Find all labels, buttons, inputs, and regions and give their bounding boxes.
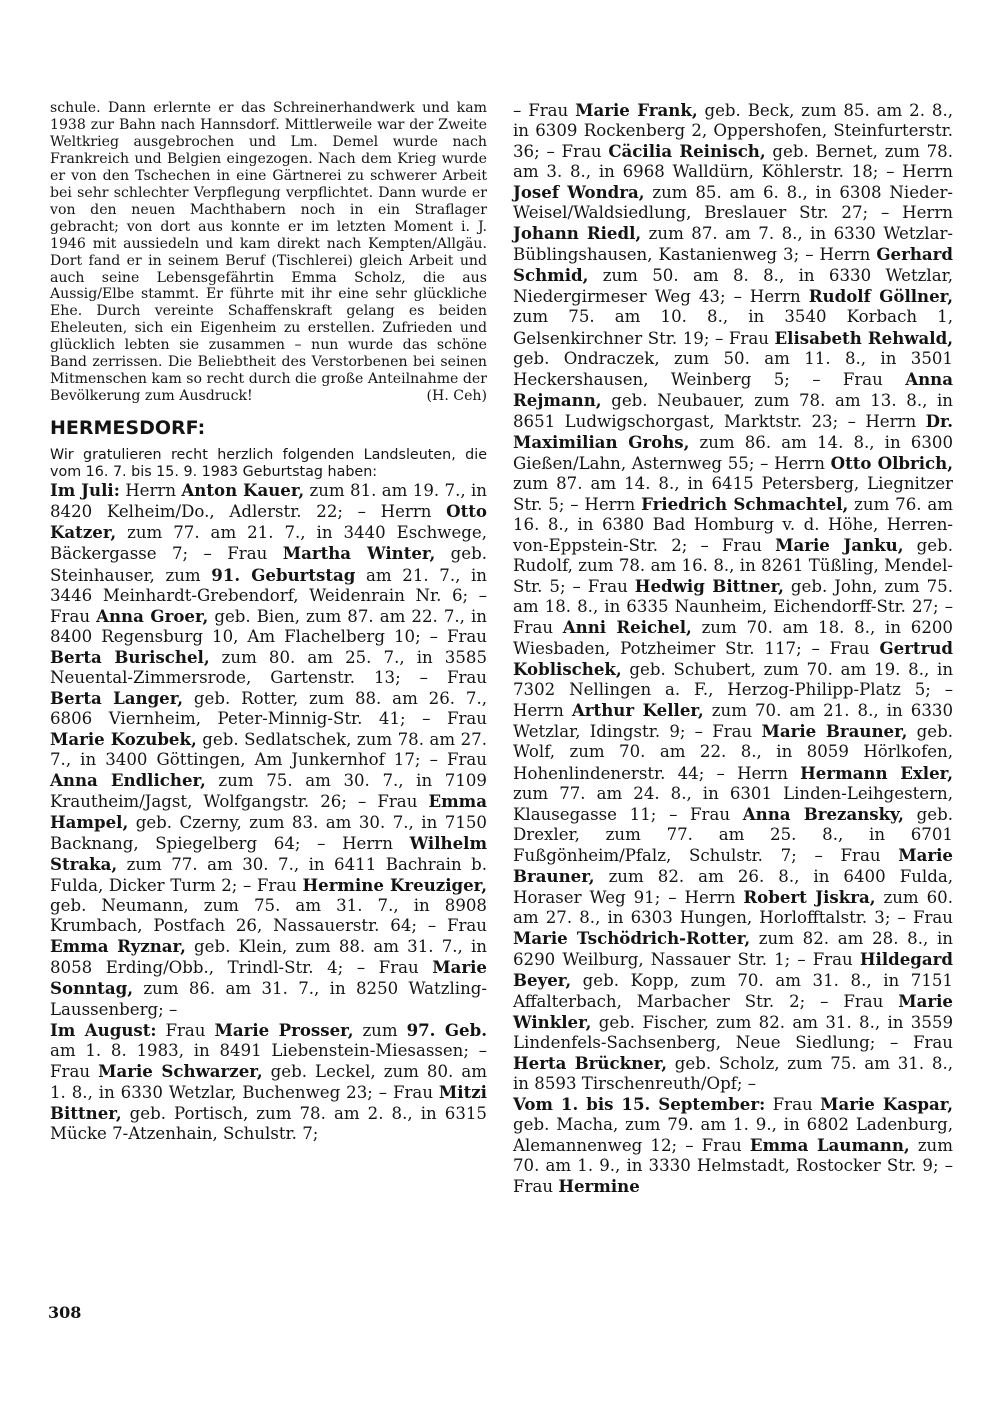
right-column	[513, 100, 953, 1197]
birthday-list-august-cont: – Frau Marie Frank, geb. Beck, zum 85. am 2. 8., in 6309 Rockenberg 2, Oppershofen, Steinfurterstr. 36; – Frau Cäcilia Reinisch, geb. Bernet, zum 78. am 3. 8., in 6968 Walldürn, Köhlerstr. 18; – Herrn Josef Wondra, zum 85. am 6. 8., in 6308 Nieder-Weisel/Waldsiedlung, Breslauer Str. 27; – Herrn Johann Riedl, zum 87. am 7. 8., in 6330 Wetzlar-Büblingshausen, Kastanienweg 3; – Herrn Gerhard Schmid, zum 50. am 8. 8., in 6330 Wetzlar, Niedergirmeser Weg 43; – Herrn Rudolf Göllner, zum 75. am 10. 8., in 3540 Korbach 1, Gelsenkirchner Str. 19; – Frau Elisabeth Rehwald, geb. Ondraczek, zum 50. am 11. 8., in 3501 Heckershausen, Weinberg 5; – Frau Anna Rejmann, geb. Neubauer, zum 78. am 13. 8., in 8651 Ludwigschorgast, Marktstr. 23; – Herrn Dr. Maximilian Grohs, zum 86. am 14. 8., in 6300 Gießen/Lahn, Asternweg 55; – Herrn Otto Olbrich, zum 87. am 14. 8., in 6415 Petersberg, Liegnitzer Str. 5; – Herrn Friedrich Schmachtel, zum 76. am 16. 8., in 6380 Bad Homburg v. d. Höhe, Herren-von-Eppstein-Str. 2; – Frau Marie Janku, geb. Rudolf, zum 78. am 16. 8., in 8261 Tüßling, Mendel-Str. 5; – Frau Hedwig Bittner, geb. John, zum 75. am 18. 8., in 6335 Naunheim, Eichendorff-Str. 27; – Frau Anni Reichel, zum 70. am 18. 8., in 6200 Wiesbaden, Potzheimer Str. 117; – Frau Gertrud Koblischek, geb. Schubert, zum 70. am 19. 8., in 7302 Nellingen a. F., Herzog-Philipp-Platz 5; – Herrn Arthur Keller, zum 70. am 21. 8., in 6330 Wetzlar, Idingstr. 9; – Frau Marie Brauner, geb. Wolf, zum 70. am 22. 8., in 8059 Hörlkofen, Hohenlindenerstr. 44; – Herrn Hermann Exler, zum 77. am 24. 8., in 6301 Linden-Leihgestern, Klausegasse 11; – Frau Anna Brezansky, geb. Drexler, zum 77. am 25. 8., in 6701 Fußgönheim/Pfalz, Schulstr. 7; – Frau Marie Brauner, zum 82. am 26. 8., in 6400 Fulda, Horaser Weg 91; – Herrn Robert Jiskra, zum 60. am 27. 8., in 6303 Hungen, Horlofftalstr. 3; – Frau Marie Tschödrich-Rotter, zum 82. am 28. 8., in 6290 Weilburg, Nassauer Str. 1; – Frau Hildegard Beyer, geb. Kopp, zum 70. am 31. 8., in 7151 Affalterbach, Marbacher Str. 2; – Frau Marie Winkler, geb. Fischer, zum 82. am 31. 8., in 3559 Lindenfels-Sachsenberg, Neue Siedlung; – Frau Herta Brückner, geb. Scholz, zum 75. am 31. 8., in 8593 Tirschenreuth/Opf; –	[513, 100, 954, 1094]
obituary-paragraph: schule. Dann erlernte er das Schreinerhandwerk und kam 1938 zur Bahn nach Hannsdorf. Mittlerweile war der Zweite Weltkrieg ausgebrochen und Lm. Demel wurde nach Frankreich und Belgien eingezogen. Nach dem Krieg wurde er von den Tschechen in eine Gärtnerei zu schwerer Arbeit bei sehr schlechter Verpflegung verpflichtet. Dann wurde er von den neuen Machthabern noch in ein Straflager gebracht; von dort aus konnte er im letzten Moment i. J. 1946 mit aussiedeln und kam direkt nach Kempten/Allgäu. Dort fand er in seinem Beruf (Tischlerei) gleich Arbeit und auch seine Lebensgefährtin Emma Scholz, die aus Aussig/Elbe stammt. Er führte mit ihr eine sehr glückliche Ehe. Durch vereinte Schaffenskraft gelang es beiden Eheleuten, sich ein Eigenheim zu erstellen. Zufrieden und glücklich lebten sie zusammen – nun wurde das schöne Band zerrissen. Die Beliebtheit des Verstorbenen bei seinen Mitmenschen kam so recht durch die große Anteilnahme der Bevölkerung zum Ausdruck! (H. Ceh)	[50, 100, 487, 405]
month-label-september: Vom 1. bis 15. September:	[513, 1094, 766, 1115]
author-signature: (H. Ceh)	[426, 388, 487, 405]
page-number: 308	[48, 1303, 82, 1322]
month-label-july: Im Juli:	[50, 480, 120, 501]
section-heading-hermesdorf: HERMESDORF:	[50, 417, 206, 440]
birthday-intro: Wir gratulieren recht herzlich folgenden Landsleuten, die vom 16. 7. bis 15. 9. 1983 Geburtstag haben:	[50, 447, 487, 480]
left-column	[50, 100, 487, 1144]
birthday-list-september: Vom 1. bis 15. September: Frau Marie Kaspar, geb. Macha, zum 79. am 1. 9., in 6802 Ladenburg, Alemannenweg 12; – Frau Emma Laumann, zum 70. am 1. 9., in 3330 Helmstadt, Rostocker Str. 9; – Frau Hermine	[513, 1094, 954, 1197]
month-label-august: Im August:	[50, 1019, 157, 1040]
birthday-list-july: Im Juli: Herrn Anton Kauer, zum 81. am 19. 7., in 8420 Kelheim/Do., Adlerstr. 22; – Herrn Otto Katzer, zum 77. am 21. 7., in 3440 Eschwege, Bäckergasse 7; – Frau Martha Winter, geb. Steinhauser, zum 91. Geburtstag am 21. 7., in 3446 Meinhardt-Grebendorf, Weidenrain Nr. 6; – Frau Anna Groer, geb. Bien, zum 87. am 22. 7., in 8400 Regensburg 10, Am Flachelberg 10; – Frau Berta Burischel, zum 80. am 25. 7., in 3585 Neuental-Zimmersrode, Gartenstr. 13; – Frau Berta Langer, geb. Rotter, zum 88. am 26. 7., 6806 Viernheim, Peter-Minnig-Str. 41; – Frau Marie Kozubek, geb. Sedlatschek, zum 78. am 27. 7., in 3400 Göttingen, Am Junkernhof 17; – Frau Anna Endlicher, zum 75. am 30. 7., in 7109 Krautheim/Jagst, Wolfgangstr. 26; – Frau Emma Hampel, geb. Czerny, zum 83. am 30. 7., in 7150 Backnang, Spiegelberg 64; – Herrn Wilhelm Straka, zum 77. am 30. 7., in 6411 Bachrain b. Fulda, Dicker Turm 2; – Frau Hermine Kreuziger, geb. Neumann, zum 75. am 31. 7., in 8908 Krumbach, Postfach 26, Nassauerstr. 64; – Frau Emma Ryznar, geb. Klein, zum 88. am 31. 7., in 8058 Erding/Obb., Trindl-Str. 4; – Frau Marie Sonntag, zum 86. am 31. 7., in 8250 Watzling-Laussenberg; –	[50, 480, 487, 1019]
birthday-list-august: Im August: Frau Marie Prosser, zum 97. Geb. am 1. 8. 1983, in 8491 Liebenstein-Miesassen; – Frau Marie Schwarzer, geb. Leckel, zum 80. am 1. 8., in 6330 Wetzlar, Buchenweg 23; – Frau Mitzi Bittner, geb. Portisch, zum 78. am 2. 8., in 6315 Mücke 7-Atzenhain, Schulstr. 7;	[50, 1019, 487, 1143]
